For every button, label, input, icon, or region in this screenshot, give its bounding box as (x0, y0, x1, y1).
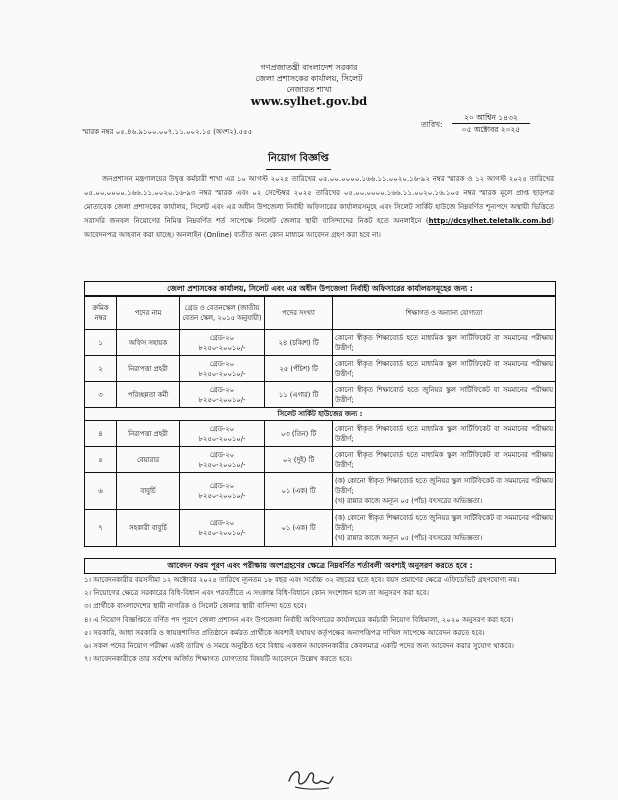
office-name: জেলা প্রশাসকের কার্যালয়, সিলেট (255, 74, 363, 83)
memo-number: স্মারক নম্বর ০৫.৪৬.৯১০০.০০৭.১১.০০২.১৫ (অংশ২).৫৫৫ (82, 128, 253, 136)
scale-text: ৮২৫০-২০০১০/- (198, 529, 246, 537)
table-row (85, 447, 556, 473)
cell-qualification: কোনো স্বীকৃত শিক্ষাবোর্ড হতে মাধ্যমিক স্কুল সার্টিফিকেট বা সমমানের পরীক্ষায় উত্তীর্ণ; (333, 421, 556, 447)
table-row (85, 330, 556, 356)
qualification-b: (খ) রান্নার কাজে অন্যূন ০৫ (পাঁচ) বৎসরের অভিজ্ঞতা। (335, 497, 483, 505)
notice-title: নিয়োগ বিজ্ঞপ্তি (266, 151, 331, 170)
qualification-a: (ক) কোনো স্বীকৃত শিক্ষাবোর্ড হতে জুনিয়র স্কুল সার্টিফিকেট বা সমমানের পরীক্ষায় উত্তীর্ণ; (335, 477, 553, 495)
date-block (452, 112, 530, 135)
cell-sl: ১ (85, 330, 117, 356)
cell-grade (180, 382, 265, 408)
cell-grade (180, 473, 265, 510)
table-row (85, 510, 556, 547)
grade-text: গ্রেড-২০ (209, 450, 235, 459)
cell-count: ১১ (এগার) টি (265, 382, 333, 408)
cell-qualification (333, 510, 556, 547)
scale-text: ৮২৫০-২০০১০/- (198, 369, 246, 378)
section2-heading: সিলেট সার্কিট হাউজের জন্য : (85, 408, 556, 421)
header-post: পদের নাম (117, 296, 180, 330)
cell-post: বেয়ারার (117, 447, 180, 473)
conditions-list (84, 574, 554, 666)
cell-sl: ৪ (85, 421, 117, 447)
grade-text: গ্রেড-২০ (209, 359, 235, 368)
cell-qualification (333, 473, 556, 510)
cell-sl: ৭ (85, 510, 117, 547)
cell-qualification: কোনো স্বীকৃত শিক্ষাবোর্ড হতে মাধ্যমিক স্কুল সার্টিফিকেট বা সমমানের পরীক্ষায় উত্তীর্ণ; (333, 356, 556, 382)
conditions-heading: আবেদন ফরম পূরণ এবং পরীক্ষায় অংশগ্রহণের ক্ষেত্রে নিম্নবর্ণিত শর্তাবলী অবশ্যই অনুসরণ করতে হবে : (84, 558, 556, 574)
qualification-b: (খ) রান্নার কাজে অন্যূন ০৫ (পাঁচ) বৎসরের অভিজ্ঞতা। (335, 534, 483, 542)
cell-count: ২৫ (পঁচিশ) টি (265, 356, 333, 382)
cell-grade (180, 510, 265, 547)
grade-text: গ্রেড-২০ (209, 333, 235, 342)
table-row (85, 382, 556, 408)
intro-text-1: জনপ্রশাসন মন্ত্রণালয়ের উদ্বৃত্ত কর্মচারী শাখা এর ১০ আগস্ট ২০২৫ তারিখের ০৫.০০.০০০০.১৬৬.১১.০০২০.১৬-৯২ নম্বর স্মারক ও ১২ আগস্ট ২০২৫ তারিখের ০৫.০০.০০০০.১৬৬.১১.০০২০.১৬-৯৩ নম্বর স্মারক এবং ০২ সেপ্টেম্বর ২০২৫ তারিখের ০৫.০০.০০০০.১৬৬.১১.০০২০.১৬.১০৫ নম্বর স্মারক মূলে প্রাপ্ত ছাড়পত্র মোতাবেক জেলা প্রশাসকের কার্যালয়, সিলেট এবং এর অধীন উপজেলা নির্বাহী অফিসারের কার্যালয়সমূহে এবং সিলেট সার্কিট হাউজে নিম্নবর্ণিত শূন্যপদে অস্থায়ী ভিত্তিতে সরাসরি জনবল নিয়োগের নিমিত্ত নিম্নবর্ণিত শর্ত সাপেক্ষে সিলেট জেলার স্থায়ী বাসিন্দাদের নিকট হতে অনলাইনে ( (84, 175, 554, 225)
cell-post: নিরাপত্তা প্রহরী (117, 356, 180, 382)
cell-grade (180, 447, 265, 473)
cell-post: পরিচ্ছন্নতা কর্মী (117, 382, 180, 408)
scale-text: ৮২৫০-২০০১০/- (198, 395, 246, 404)
section2-heading-row (85, 408, 556, 421)
scale-text: ৮২৫০-২০০১০/- (198, 492, 246, 500)
cell-qualification: কোনো স্বীকৃত শিক্ষাবোর্ড হতে জুনিয়র স্কুল সার্টিফিকেট বা সমমানের পরীক্ষায় উত্তীর্ণ; (333, 382, 556, 408)
cell-qualification: কোনো স্বীকৃত শিক্ষাবোর্ড হতে মাধ্যমিক স্কুল সার্টিফিকেট বা সমমানের পরীক্ষায় উত্তীর্ণ; (333, 447, 556, 473)
signature-mark (285, 763, 337, 793)
table-header-row (85, 296, 556, 330)
cell-sl: ২ (85, 356, 117, 382)
website-link[interactable]: www.sylhet.gov.bd (250, 94, 368, 108)
scale-text: ৮২৫০-২০০১০/- (198, 434, 246, 443)
cell-count: ০২ (দুই) টি (265, 447, 333, 473)
cell-sl: ৩ (85, 382, 117, 408)
cell-count: ০১ (এক) টি (265, 473, 333, 510)
cell-post: সহকারী বাবুর্চি (117, 510, 180, 547)
table-row (85, 473, 556, 510)
scale-text: ৮২৫০-২০০১০/- (198, 343, 246, 352)
cell-grade (180, 421, 265, 447)
cell-sl: ৬ (85, 473, 117, 510)
cell-count: ২৪ (চব্বিশ) টি (265, 330, 333, 356)
govt-name: গণপ্রজাতন্ত্রী বাংলাদেশ সরকার (260, 63, 358, 72)
condition-item: ৭। আবেদনকারীকে তার সর্বশেষ অর্জিত শিক্ষাগত যোগ্যতার বিষয়টি আবেদনে উল্লেখ করতে হবে। (84, 655, 352, 664)
scale-text: ৮২৫০-২০০১০/- (198, 460, 246, 469)
cell-post: অফিস সহায়ক (117, 330, 180, 356)
cell-count: ০১ (এক) টি (265, 510, 333, 547)
cell-post: বাবুর্চি (117, 473, 180, 510)
cell-sl: ৫ (85, 447, 117, 473)
section1-heading: জেলা প্রশাসকের কার্যালয়, সিলেট এবং এর অধীন উপজেলা নির্বাহী অফিসারের কার্যালয়সমূহের জন্য : (84, 281, 556, 297)
date-bangla: ২০ আশ্বিন ১৪৩২ (452, 112, 530, 124)
cell-count: ০৩ (তিন) টি (265, 421, 333, 447)
date-english: ০৫ অক্টোবর ২০২৫ (461, 125, 521, 134)
cell-qualification: কোনো স্বীকৃত শিক্ষাবোর্ড হতে মাধ্যমিক স্কুল সার্টিফিকেট বা সমমানের পরীক্ষায় উত্তীর্ণ; (333, 330, 556, 356)
qualification-a: (ক) কোনো স্বীকৃত শিক্ষাবোর্ড হতে জুনিয়র স্কুল সার্টিফিকেট বা সমমানের পরীক্ষায় উত্তীর্ণ; (335, 514, 553, 532)
header-sl: ক্রমিক নম্বর (85, 296, 117, 330)
grade-text: গ্রেড-২০ (209, 519, 235, 527)
branch-name: নেজারত শাখা (286, 85, 332, 94)
condition-item: ৪। এ নিয়োগ বিজ্ঞপ্তিতে বর্ণিত পদ পূরণে জেলা প্রশাসন এবং উপজেলা নির্বাহী অফিসারের কার্যালয়ের কর্মচারী নিয়োগ বিধিমালা, ২০২০ অনুসরণ করা হবে। (84, 615, 514, 624)
cell-post: নিরাপত্তা প্রহরী (117, 421, 180, 447)
condition-item: ৫। সরকারি, আধা সরকারি ও স্বায়ত্তশাসিত প্রতিষ্ঠানে কর্মরত প্রার্থীকে অবশ্যই যথাযথ কর্তৃপক্ষের অনাপত্তিপত্র দাখিল সাপেক্ষে আবেদন করতে হবে। (84, 628, 485, 637)
intro-text-2: ) আবেদনপত্র আহবান করা যাচ্ছে। অনলাইন (Online) ব্যতীত অন্য কোন মাধ্যমে আবেদন গ্রহণ করা হবে না। (84, 216, 554, 239)
grade-text: গ্রেড-২০ (209, 385, 235, 394)
condition-item: ৩। প্রার্থীকে বাংলাদেশের স্থায়ী নাগরিক ও সিলেট জেলার স্থায়ী বাসিন্দা হতে হবে। (84, 602, 307, 611)
grade-text: গ্রেড-২০ (209, 482, 235, 490)
date-label: তারিখ: (421, 120, 443, 129)
cell-grade (180, 330, 265, 356)
table-row (85, 421, 556, 447)
condition-item: ২। নিয়োগের ক্ষেত্রে সরকারের বিধি-বিধান এবং পরবর্তীতে এ সংক্রান্ত বিধি-বিধানে কোন সংশোধন হলে তা অনুসরণ করা হবে। (84, 589, 430, 598)
header-qualification: শিক্ষাগত ও অন্যান্য যোগ্যতা (333, 296, 556, 330)
application-link[interactable]: http://dcsylhet.teletalk.com.bd (428, 216, 552, 225)
header-count: পদের সংখ্যা (265, 296, 333, 330)
grade-text: গ্রেড-২০ (209, 424, 235, 433)
intro-paragraph (84, 173, 554, 243)
vacancy-table (84, 295, 556, 547)
cell-grade (180, 356, 265, 382)
condition-item: ৬। সকল পদের নিয়োগ পরীক্ষা একই তারিখ ও সময়ে অনুষ্ঠিত হবে বিধায় একজন আবেদনকারীর কেবলমাত্র একটি পদের জন্য আবেদন করার সুযোগ থাকবে। (84, 642, 514, 651)
condition-item: ১। আবেদনকারীর বয়সসীমা ১২ অক্টোবর ২০২৫ তারিখে ন্যূনতম ১৮ বছর এবং সর্বোচ্চ ৩২ বছরের হতে হবে। বয়স প্রমাণের ক্ষেত্রে এফিডেভিট গ্রহণযোগ্য নয়। (84, 576, 520, 584)
table-row (85, 356, 556, 382)
header-grade: গ্রেড ও বেতনস্কেল (জাতীয় বেতন স্কেল, ২০১৫ অনুযায়ী) (180, 296, 265, 330)
